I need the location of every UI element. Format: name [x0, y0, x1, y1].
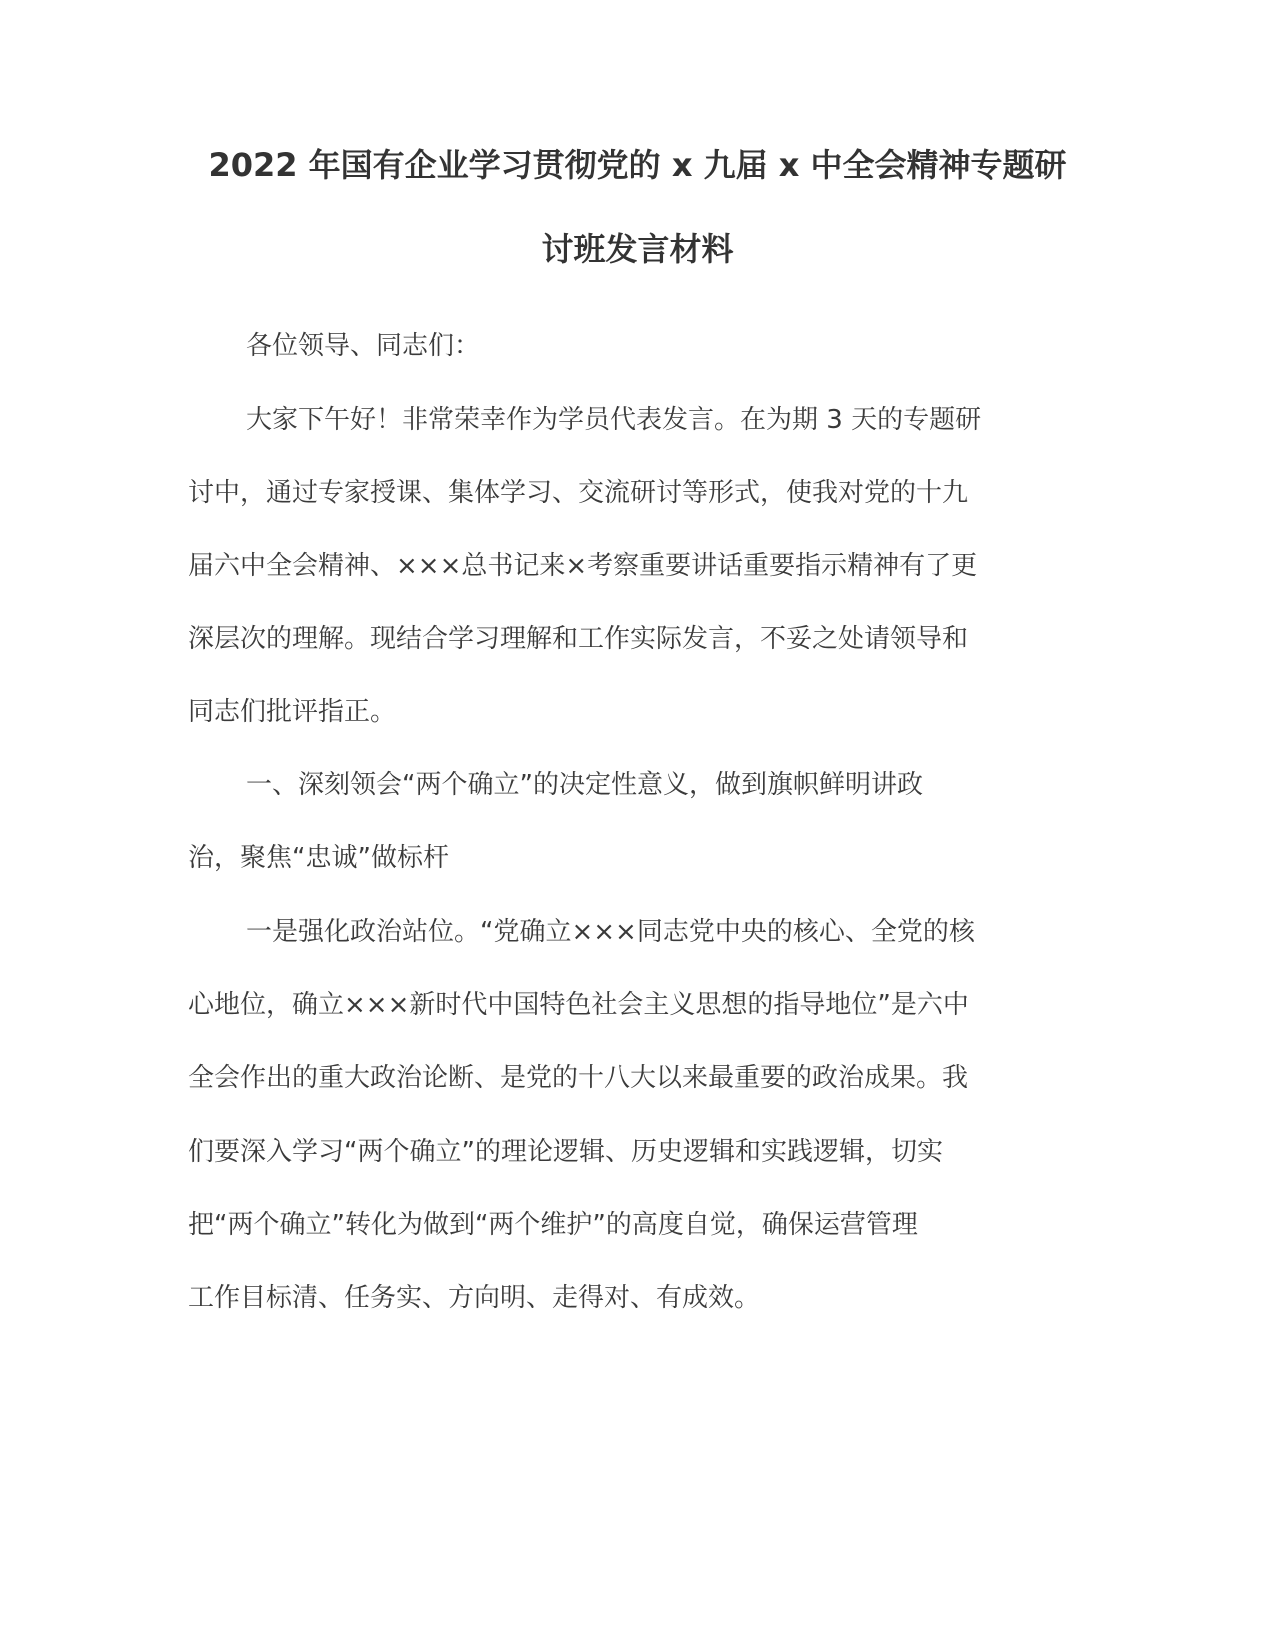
document-title-line-2: 讨班发言材料 [541, 230, 734, 268]
paragraph-1-line-1: 大家下午好！非常荣幸作为学员代表发言。在为期 3 天的专题研 [246, 405, 982, 435]
section-heading-1-line-1: 一、深刻领会“两个确立”的决定性意义，做到旗帜鲜明讲政 [246, 770, 923, 800]
document-title-line-1: 2022 年国有企业学习贯彻党的 x 九届 x 中全会精神专题研 [208, 146, 1067, 184]
salutation: 各位领导、同志们： [246, 331, 481, 361]
paragraph-2-line-6: 工作目标清、任务实、方向明、走得对、有成效。 [188, 1283, 761, 1313]
paragraph-2-line-1: 一是强化政治站位。“党确立×××同志党中央的核心、全党的核 [246, 917, 975, 947]
section-heading-1-line-2: 治，聚焦“忠诚”做标杆 [188, 843, 449, 873]
paragraph-1-line-3: 届六中全会精神、×××总书记来×考察重要讲话重要指示精神有了更 [188, 551, 978, 581]
paragraph-2-line-3: 全会作出的重大政治论断、是党的十八大以来最重要的政治成果。我 [188, 1063, 969, 1093]
paragraph-1-line-4: 深层次的理解。现结合学习理解和工作实际发言，不妥之处请领导和 [188, 624, 969, 654]
paragraph-1-line-2: 讨中，通过专家授课、集体学习、交流研讨等形式，使我对党的十九 [188, 478, 969, 508]
paragraph-2-line-5: 把“两个确立”转化为做到“两个维护”的高度自觉，确保运营管理 [188, 1210, 918, 1240]
paragraph-2-line-2: 心地位，确立×××新时代中国特色社会主义思想的指导地位”是六中 [188, 990, 969, 1020]
paragraph-1-line-5: 同志们批评指正。 [188, 697, 397, 727]
paragraph-2-line-4: 们要深入学习“两个确立”的理论逻辑、历史逻辑和实践逻辑，切实 [188, 1137, 943, 1167]
